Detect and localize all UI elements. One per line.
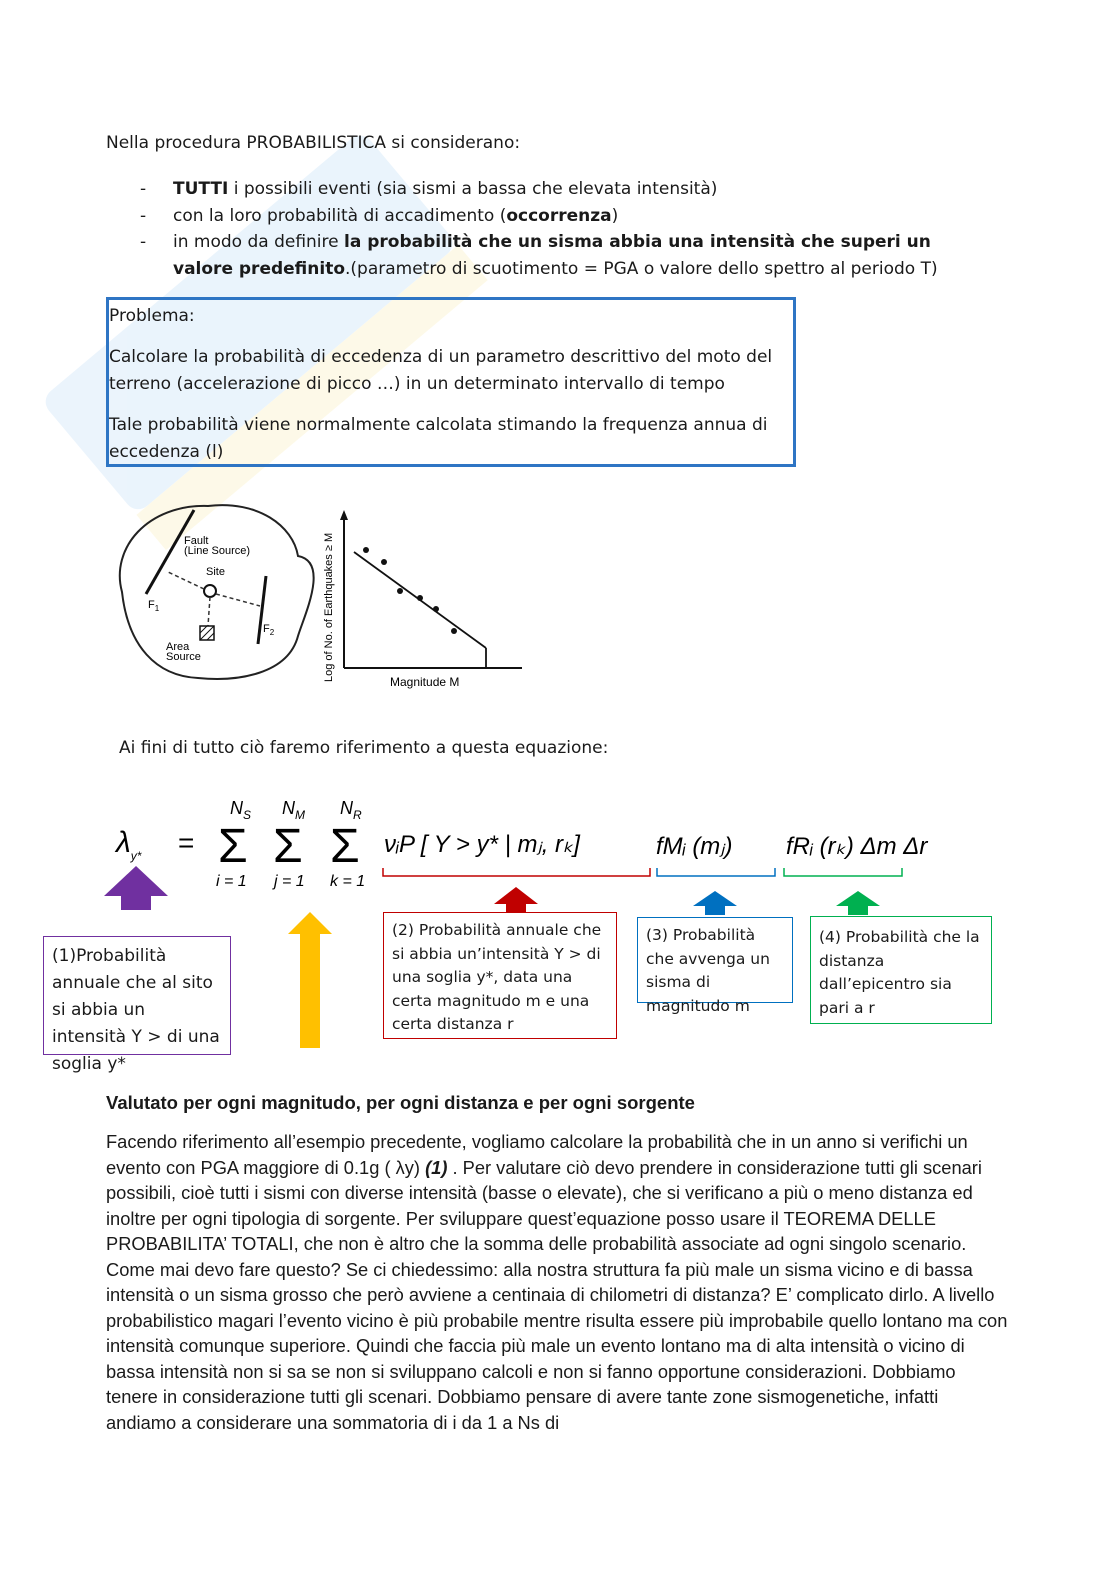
f1-label: $F_1$ [148, 599, 160, 613]
site-marker [204, 585, 216, 597]
sum-sign-1: Σ [218, 820, 248, 873]
data-point [417, 595, 423, 601]
area-label: Area [166, 641, 190, 653]
list-item: - con la loro probabilità di accadimento (occorrenza) [140, 203, 940, 230]
seismic-source-figure [108, 496, 528, 692]
upper-limit-1: $N_S$ [230, 798, 252, 822]
x-axis-label: Magnitude M [390, 675, 460, 689]
list-item: - TUTTI i possibili eventi (sia sismi a bassa che elevata intensità) [140, 176, 940, 203]
sum-sign-3: Σ [330, 820, 360, 873]
section-heading: Valutato per ogni magnitudo, per ogni distanza e per ogni sorgente [106, 1092, 695, 1113]
lower-limit-1: i = 1 [216, 873, 247, 890]
term-magnitude-pdf: fMᵢ (mⱼ) [656, 833, 733, 860]
fault-label: Fault [184, 535, 209, 547]
problem-paragraph-2: Tale probabilità viene normalmente calcolata stimando la frequenza annua di eccedenza (l) [109, 415, 768, 462]
annotation-box-4: (4) Probabilità che la distanza dall’epicentro sia pari a r [810, 916, 992, 1024]
red-arrow [494, 887, 538, 912]
annotation-box-1: (1)Probabilità annuale che al sito si abbia un intensità Y > di una soglia y* [43, 936, 231, 1055]
green-bracket [784, 868, 902, 876]
blue-bracket [657, 868, 775, 876]
purple-arrow [104, 866, 168, 910]
data-point [451, 628, 457, 634]
source-label: Source [166, 651, 201, 663]
red-bracket [383, 868, 650, 876]
data-point [381, 559, 387, 565]
data-point [433, 606, 439, 612]
blue-arrow [693, 891, 737, 915]
data-point [363, 547, 369, 553]
problem-paragraph-1: Calcolare la probabilità di eccedenza di un parametro descrittivo del moto del terreno (accelerazione di picco …) in un determinato intervallo di tempo [109, 347, 773, 394]
lower-limit-3: k = 1 [330, 873, 366, 890]
bullet-list [140, 176, 940, 282]
data-point [397, 588, 403, 594]
yellow-arrow [288, 912, 332, 1048]
annotation-box-2: (2) Probabilità annuale che si abbia un’intensità Y > di una soglia y*, data una certa magnitudo m e una certa distanza r [383, 912, 617, 1039]
list-item: - in modo da definire la probabilità che un sisma abbia una intensità che superi un valore predefinito.(parametro di scuotimento = PGA o valore dello spettro al periodo T) [140, 229, 940, 282]
y-axis-label: Log of No. of Earthquakes ≥ M [323, 532, 335, 682]
site-label: Site [206, 566, 225, 578]
lead-text: Ai fini di tutto ciò faremo riferimento a questa equazione: [119, 738, 609, 758]
body-paragraph: Facendo riferimento all’esempio precedente, vogliamo calcolare la probabilità che in un anno si verifichi un evento con PGA maggiore di 0.1g ( λy) (1) . Per valutare ciò devo prendere in considerazione tutti gli scenari possibili, cioè tutti i sismi con diverse intensità (basse o elevate), che si verificano a più o meno distanza ed inoltre per ogni tipologia di sorgente. Per sviluppare quest’equazione posso usare il TEOREMA DELLE PROBABILITA’ TOTALI, che non è altro che la somma delle probabilità associate ad ogni singolo scenario. Come mai devo fare questo? Se ci chiedessimo: alla nostra struttura fa più male un sisma vicino e di bassa intensità o un sisma grosso che però avviene a centinaia di chilometri di distanza? E’ complicato dirlo. A livello probabilistico magari l’evento vicino è più probabile mentre risulta essere più improbabile quello lontano ma con intensità comunque superiore. Quindi che faccia più male un evento lontano ma di alta intensità o vicino di bassa intensità non si sa se non si sviluppano calcoli e non si fanno opportune considerazioni. Dobbiamo tenere in considerazione tutti gli scenari. Dobbiamo pensare di avere tante zone sismogenetiche, infatti andiamo a considerare una sommatoria di i da 1 a Ns di [106, 1131, 1008, 1433]
sum-sign-2: Σ [273, 820, 303, 873]
upper-limit-2: $N_M$ [282, 798, 305, 822]
intro-text: Nella procedura PROBABILISTICA si considerano: [106, 133, 521, 153]
line-source-label: (Line Source) [184, 545, 251, 557]
problem-title: Problema: [109, 306, 195, 326]
lambda-symbol: $\lambda_{y*}$ [116, 826, 142, 863]
term-distance-pdf: fRᵢ (rₖ) Δm Δr [786, 833, 928, 860]
equals-sign: = [178, 827, 195, 858]
f2-label: $F_2$ [263, 623, 275, 637]
lower-limit-2: j = 1 [274, 873, 305, 890]
term-conditional-probability: νᵢP [ Y > y* | mⱼ, rₖ] [384, 831, 580, 858]
annotation-box-3: (3) Probabilità che avvenga un sisma di magnitudo m [637, 917, 793, 1003]
upper-limit-3: $N_R$ [340, 798, 362, 822]
green-arrow [836, 891, 880, 915]
problem-box [106, 297, 796, 467]
